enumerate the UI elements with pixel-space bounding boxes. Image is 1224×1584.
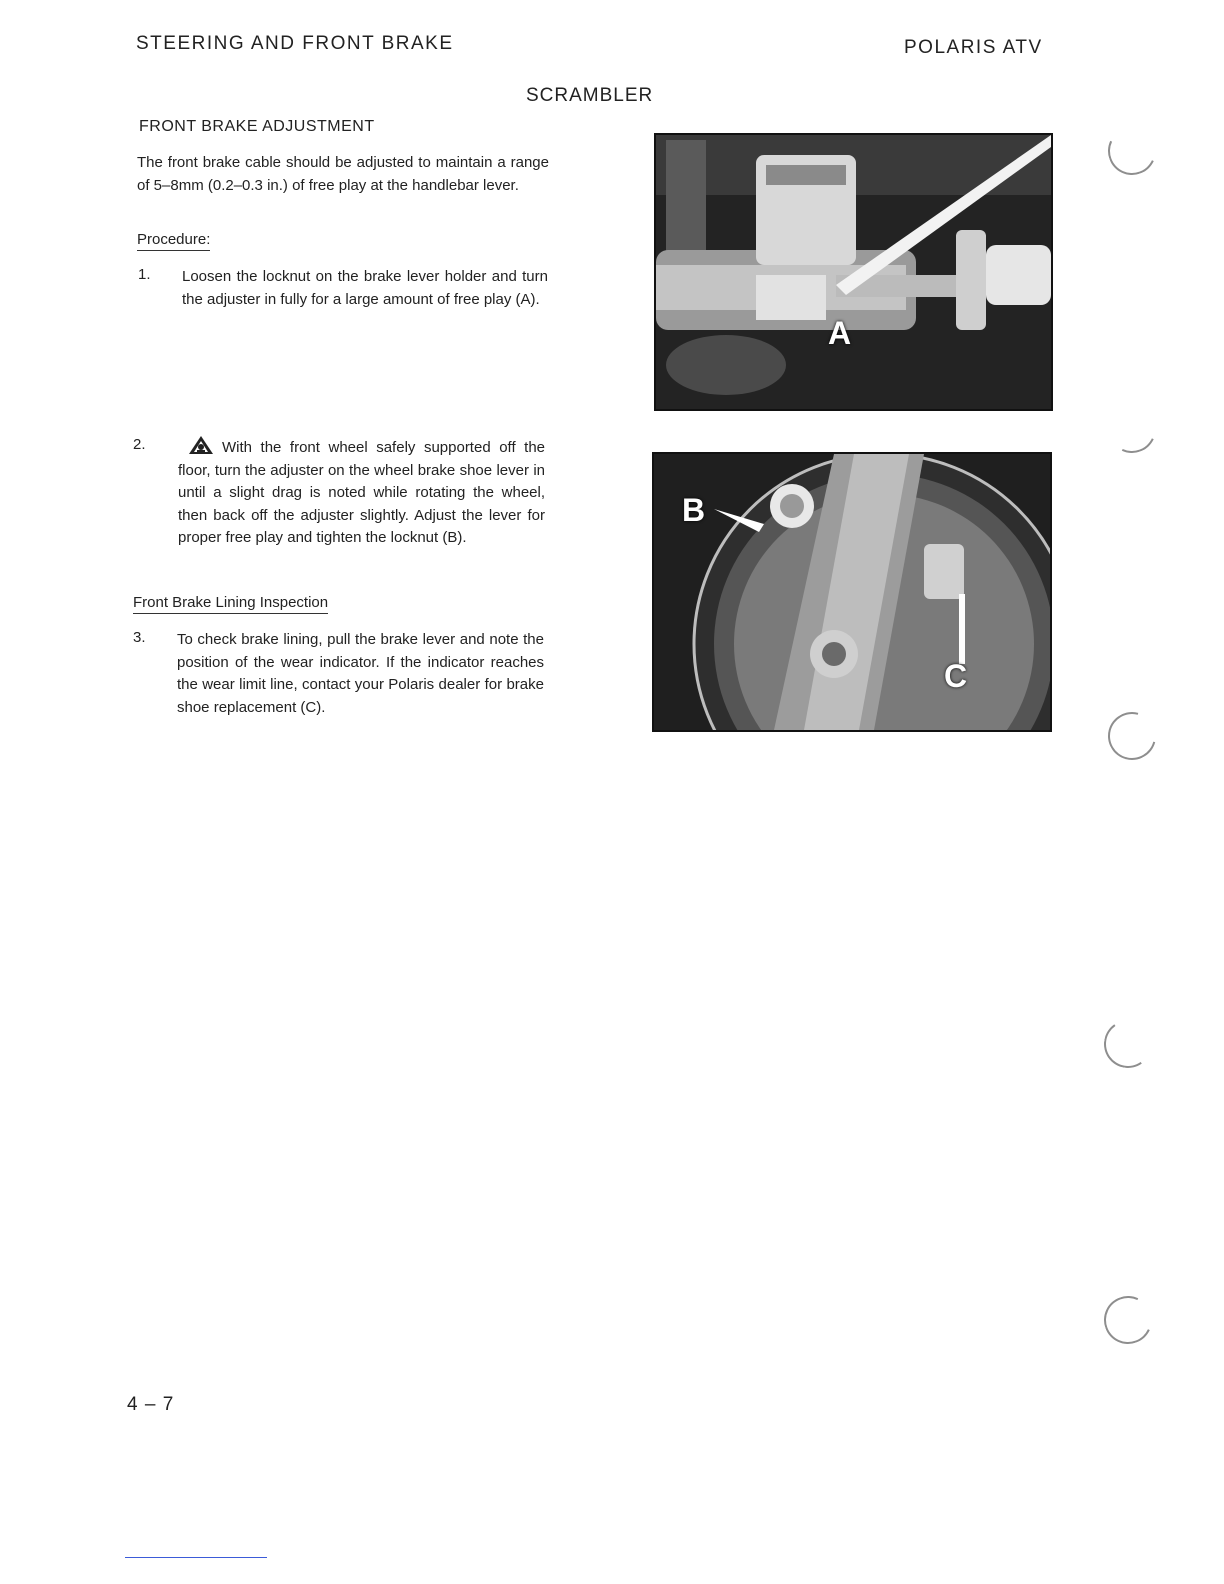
lining-heading-wrap bbox=[133, 594, 328, 614]
step-2-number: 2. bbox=[133, 436, 146, 453]
handlebar-lever-illustration bbox=[656, 135, 1051, 409]
procedure-heading: Procedure: bbox=[137, 231, 210, 251]
step-3-text: To check brake lining, pull the brake lever and note the position of the wear indicator. If the indicator reaches the wear limit line, contact your Polaris dealer for brake shoe replacement (C). bbox=[177, 631, 544, 716]
lining-inspection-heading: Front Brake Lining Inspection bbox=[133, 594, 328, 614]
binder-hole bbox=[1100, 1016, 1156, 1072]
callout-a: A bbox=[828, 315, 852, 351]
front-brake-adjustment-heading: FRONT BRAKE ADJUSTMENT bbox=[139, 118, 375, 135]
footer-rule bbox=[125, 1557, 267, 1558]
handlebar-lever-photo bbox=[654, 133, 1053, 411]
intro-paragraph: The front brake cable should be adjusted to maintain a range of 5–8mm (0.2–0.3 in.) of free play at the handlebar lever. bbox=[137, 154, 549, 194]
binder-hole bbox=[1099, 703, 1165, 769]
step-3-number: 3. bbox=[133, 629, 146, 646]
procedure-heading-wrap bbox=[137, 231, 210, 251]
binder-hole bbox=[1101, 120, 1163, 182]
page-number: 4 – 7 bbox=[127, 1394, 175, 1415]
wheel-hub-photo bbox=[652, 452, 1052, 732]
section-title: STEERING AND FRONT BRAKE bbox=[136, 33, 454, 54]
binder-hole bbox=[1101, 398, 1163, 460]
step-1-number: 1. bbox=[138, 266, 151, 283]
binder-hole bbox=[1097, 1289, 1159, 1351]
step-2-text: With the front wheel safely supported off the floor, turn the adjuster on the wheel brake shoe lever in until a slight drag is noted while rotating the wheel, then back off the adjuster slightly. Adjust the lever for proper free play and tighten the locknut (B). bbox=[178, 439, 545, 546]
brand-title: POLARIS ATV bbox=[904, 37, 1043, 58]
wheel-hub-illustration bbox=[654, 454, 1050, 730]
callout-b: B bbox=[682, 492, 706, 528]
step-2-paragraph bbox=[178, 435, 545, 550]
warning-triangle-icon bbox=[188, 435, 214, 455]
callout-c: C bbox=[944, 658, 968, 694]
model-title: SCRAMBLER bbox=[526, 85, 654, 106]
step-1-text: Loosen the locknut on the brake lever holder and turn the adjuster in fully for a large amount of free play (A). bbox=[182, 268, 548, 308]
